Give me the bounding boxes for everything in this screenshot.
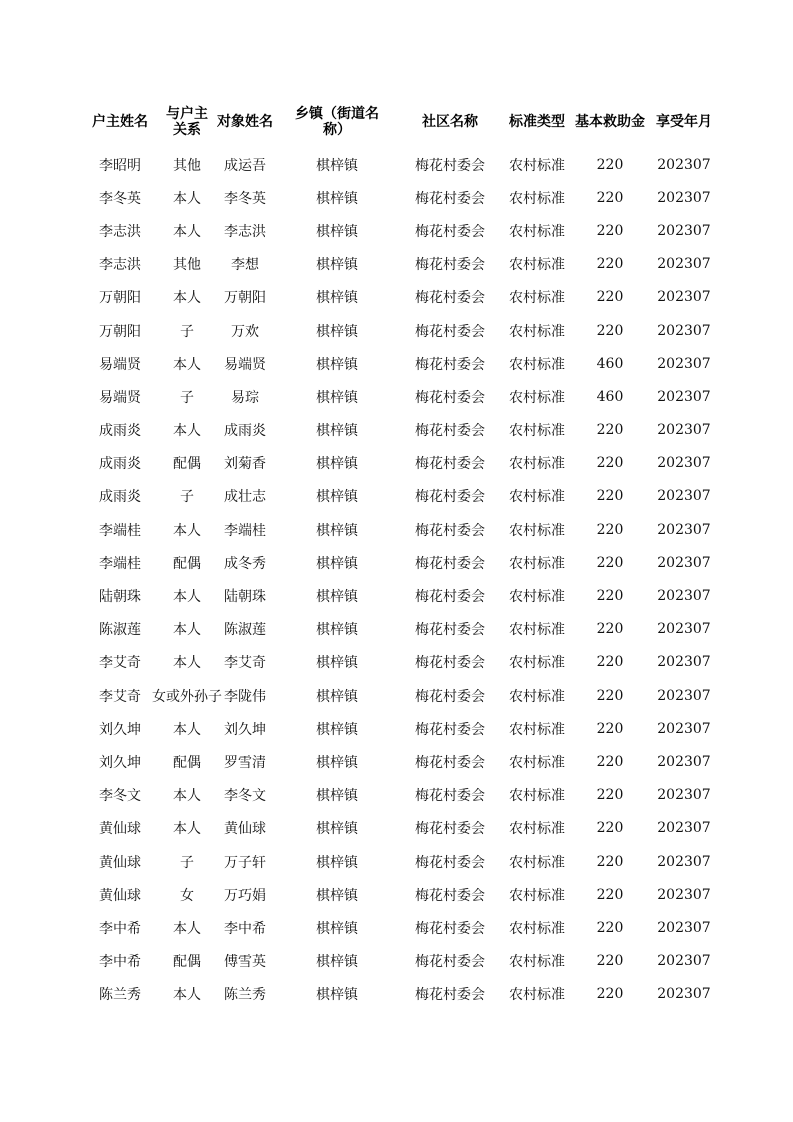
table-row: [80, 347, 720, 380]
table-row: [80, 281, 720, 314]
cell-relationship: 女或外孙子: [152, 688, 222, 705]
cell-standard-type: 农村标准: [509, 589, 565, 606]
cell-household-head: 刘久坤: [99, 721, 141, 738]
cell-recipient-name: 李冬文: [224, 788, 266, 805]
cell-relationship: 本人: [173, 290, 201, 307]
cell-relationship: 配偶: [173, 555, 201, 572]
cell-community: 梅花村委会: [415, 987, 485, 1004]
cell-standard-type: 农村标准: [509, 954, 565, 971]
table-row: [80, 181, 720, 214]
cell-basic-aid: 460: [596, 388, 624, 405]
cell-community: 梅花村委会: [415, 622, 485, 639]
cell-standard-type: 农村标准: [509, 721, 565, 738]
cell-standard-type: 农村标准: [509, 821, 565, 838]
cell-basic-aid: 220: [596, 919, 624, 936]
cell-year-month: 202307: [657, 554, 711, 571]
cell-community: 梅花村委会: [415, 456, 485, 473]
cell-recipient-name: 万巧娟: [224, 887, 266, 904]
cell-standard-type: 农村标准: [509, 456, 565, 473]
cell-relationship: 本人: [173, 223, 201, 240]
cell-community: 梅花村委会: [415, 257, 485, 274]
cell-township: 棋梓镇: [316, 622, 358, 639]
cell-basic-aid: 220: [596, 621, 624, 638]
cell-year-month: 202307: [657, 687, 711, 704]
cell-community: 梅花村委会: [415, 754, 485, 771]
cell-recipient-name: 万欢: [231, 323, 259, 340]
cell-recipient-name: 陆朝珠: [224, 589, 266, 606]
cell-standard-type: 农村标准: [509, 223, 565, 240]
table-row: [80, 248, 720, 281]
cell-basic-aid: 220: [596, 554, 624, 571]
cell-township: 棋梓镇: [316, 489, 358, 506]
cell-relationship: 本人: [173, 920, 201, 937]
cell-standard-type: 农村标准: [509, 190, 565, 207]
header-community: 社区名称: [422, 114, 478, 130]
cell-year-month: 202307: [657, 588, 711, 605]
table-row: [80, 579, 720, 612]
cell-relationship: 本人: [173, 423, 201, 440]
cell-township: 棋梓镇: [316, 887, 358, 904]
cell-recipient-name: 李中希: [224, 920, 266, 937]
cell-basic-aid: 220: [596, 289, 624, 306]
cell-township: 棋梓镇: [316, 821, 358, 838]
cell-standard-type: 农村标准: [509, 423, 565, 440]
cell-relationship: 本人: [173, 522, 201, 539]
cell-basic-aid: 220: [596, 787, 624, 804]
table-header: [80, 100, 720, 144]
cell-basic-aid: 220: [596, 753, 624, 770]
cell-relationship: 其他: [173, 157, 201, 174]
table-row: [80, 878, 720, 911]
cell-basic-aid: 220: [596, 953, 624, 970]
cell-year-month: 202307: [657, 621, 711, 638]
cell-standard-type: 农村标准: [509, 987, 565, 1004]
cell-basic-aid: 220: [596, 986, 624, 1003]
cell-relationship: 女: [180, 887, 194, 904]
cell-recipient-name: 陈淑莲: [224, 622, 266, 639]
table-row: [80, 148, 720, 181]
cell-standard-type: 农村标准: [509, 389, 565, 406]
table-row: [80, 679, 720, 712]
cell-household-head: 陈淑莲: [99, 622, 141, 639]
cell-community: 梅花村委会: [415, 389, 485, 406]
cell-relationship: 子: [180, 854, 194, 871]
cell-year-month: 202307: [657, 256, 711, 273]
table-body: [80, 148, 720, 1011]
cell-community: 梅花村委会: [415, 721, 485, 738]
table-row: [80, 214, 720, 247]
cell-household-head: 李端桂: [99, 555, 141, 572]
cell-relationship: 本人: [173, 721, 201, 738]
cell-year-month: 202307: [657, 488, 711, 505]
cell-basic-aid: 220: [596, 886, 624, 903]
cell-household-head: 李艾奇: [99, 655, 141, 672]
table-row: [80, 911, 720, 944]
cell-community: 梅花村委会: [415, 854, 485, 871]
cell-standard-type: 农村标准: [509, 555, 565, 572]
cell-standard-type: 农村标准: [509, 754, 565, 771]
cell-recipient-name: 成运吾: [224, 157, 266, 174]
cell-household-head: 万朝阳: [99, 323, 141, 340]
cell-year-month: 202307: [657, 753, 711, 770]
cell-year-month: 202307: [657, 422, 711, 439]
cell-year-month: 202307: [657, 189, 711, 206]
cell-relationship: 子: [180, 489, 194, 506]
cell-township: 棋梓镇: [316, 157, 358, 174]
cell-year-month: 202307: [657, 388, 711, 405]
cell-community: 梅花村委会: [415, 589, 485, 606]
cell-township: 棋梓镇: [316, 323, 358, 340]
cell-household-head: 成雨炎: [99, 456, 141, 473]
cell-recipient-name: 刘菊香: [224, 456, 266, 473]
header-household-head: 户主姓名: [92, 114, 148, 130]
cell-relationship: 配偶: [173, 754, 201, 771]
cell-relationship: 本人: [173, 589, 201, 606]
cell-relationship: 子: [180, 389, 194, 406]
cell-community: 梅花村委会: [415, 821, 485, 838]
cell-recipient-name: 陈兰秀: [224, 987, 266, 1004]
cell-community: 梅花村委会: [415, 688, 485, 705]
cell-community: 梅花村委会: [415, 290, 485, 307]
cell-recipient-name: 罗雪清: [224, 754, 266, 771]
cell-community: 梅花村委会: [415, 522, 485, 539]
cell-year-month: 202307: [657, 222, 711, 239]
cell-household-head: 李志洪: [99, 223, 141, 240]
table-row: [80, 845, 720, 878]
cell-standard-type: 农村标准: [509, 688, 565, 705]
cell-standard-type: 农村标准: [509, 356, 565, 373]
cell-township: 棋梓镇: [316, 655, 358, 672]
cell-year-month: 202307: [657, 322, 711, 339]
cell-standard-type: 农村标准: [509, 290, 565, 307]
cell-standard-type: 农村标准: [509, 622, 565, 639]
assistance-table: [80, 100, 720, 1011]
cell-community: 梅花村委会: [415, 788, 485, 805]
header-recipient-name: 对象姓名: [217, 114, 273, 130]
cell-household-head: 李中希: [99, 954, 141, 971]
cell-basic-aid: 220: [596, 588, 624, 605]
cell-household-head: 成雨炎: [99, 489, 141, 506]
cell-basic-aid: 220: [596, 687, 624, 704]
table-row: [80, 414, 720, 447]
cell-relationship: 本人: [173, 987, 201, 1004]
cell-community: 梅花村委会: [415, 489, 485, 506]
table-row: [80, 613, 720, 646]
cell-year-month: 202307: [657, 455, 711, 472]
cell-relationship: 本人: [173, 356, 201, 373]
cell-household-head: 易端贤: [99, 389, 141, 406]
cell-year-month: 202307: [657, 156, 711, 173]
table-row: [80, 480, 720, 513]
cell-relationship: 配偶: [173, 456, 201, 473]
cell-relationship: 子: [180, 323, 194, 340]
cell-recipient-name: 成冬秀: [224, 555, 266, 572]
cell-community: 梅花村委会: [415, 555, 485, 572]
cell-community: 梅花村委会: [415, 920, 485, 937]
cell-township: 棋梓镇: [316, 290, 358, 307]
cell-household-head: 刘久坤: [99, 754, 141, 771]
cell-standard-type: 农村标准: [509, 920, 565, 937]
cell-township: 棋梓镇: [316, 688, 358, 705]
cell-standard-type: 农村标准: [509, 887, 565, 904]
header-township: 乡镇（街道名 称）: [295, 106, 379, 138]
cell-household-head: 万朝阳: [99, 290, 141, 307]
cell-relationship: 配偶: [173, 954, 201, 971]
cell-relationship: 本人: [173, 190, 201, 207]
cell-recipient-name: 傅雪英: [224, 954, 266, 971]
cell-standard-type: 农村标准: [509, 157, 565, 174]
cell-community: 梅花村委会: [415, 655, 485, 672]
table-row: [80, 447, 720, 480]
cell-township: 棋梓镇: [316, 257, 358, 274]
cell-township: 棋梓镇: [316, 589, 358, 606]
cell-basic-aid: 220: [596, 488, 624, 505]
table-row: [80, 945, 720, 978]
cell-basic-aid: 220: [596, 422, 624, 439]
cell-standard-type: 农村标准: [509, 489, 565, 506]
cell-township: 棋梓镇: [316, 356, 358, 373]
cell-community: 梅花村委会: [415, 223, 485, 240]
cell-community: 梅花村委会: [415, 356, 485, 373]
cell-township: 棋梓镇: [316, 954, 358, 971]
cell-year-month: 202307: [657, 787, 711, 804]
cell-township: 棋梓镇: [316, 555, 358, 572]
table-row: [80, 380, 720, 413]
cell-year-month: 202307: [657, 953, 711, 970]
cell-basic-aid: 220: [596, 521, 624, 538]
cell-recipient-name: 李冬英: [224, 190, 266, 207]
cell-community: 梅花村委会: [415, 157, 485, 174]
cell-recipient-name: 成壮志: [224, 489, 266, 506]
cell-basic-aid: 220: [596, 189, 624, 206]
cell-township: 棋梓镇: [316, 854, 358, 871]
cell-household-head: 陈兰秀: [99, 987, 141, 1004]
header-relationship: 与户主 关系: [166, 106, 208, 138]
cell-township: 棋梓镇: [316, 223, 358, 240]
cell-year-month: 202307: [657, 355, 711, 372]
cell-year-month: 202307: [657, 919, 711, 936]
cell-basic-aid: 220: [596, 820, 624, 837]
cell-recipient-name: 李端桂: [224, 522, 266, 539]
cell-basic-aid: 220: [596, 156, 624, 173]
cell-community: 梅花村委会: [415, 887, 485, 904]
cell-relationship: 本人: [173, 821, 201, 838]
cell-recipient-name: 万子轩: [224, 854, 266, 871]
cell-township: 棋梓镇: [316, 456, 358, 473]
cell-community: 梅花村委会: [415, 423, 485, 440]
cell-year-month: 202307: [657, 886, 711, 903]
cell-basic-aid: 220: [596, 322, 624, 339]
table-row: [80, 314, 720, 347]
table-row: [80, 712, 720, 745]
cell-basic-aid: 220: [596, 222, 624, 239]
cell-basic-aid: 220: [596, 720, 624, 737]
cell-township: 棋梓镇: [316, 754, 358, 771]
cell-household-head: 李端桂: [99, 522, 141, 539]
cell-recipient-name: 李想: [231, 257, 259, 274]
cell-community: 梅花村委会: [415, 323, 485, 340]
cell-household-head: 黄仙球: [99, 821, 141, 838]
cell-household-head: 黄仙球: [99, 887, 141, 904]
cell-standard-type: 农村标准: [509, 788, 565, 805]
cell-household-head: 李冬英: [99, 190, 141, 207]
cell-relationship: 本人: [173, 788, 201, 805]
cell-township: 棋梓镇: [316, 987, 358, 1004]
cell-year-month: 202307: [657, 820, 711, 837]
cell-recipient-name: 刘久坤: [224, 721, 266, 738]
cell-basic-aid: 220: [596, 256, 624, 273]
cell-household-head: 成雨炎: [99, 423, 141, 440]
cell-recipient-name: 万朝阳: [224, 290, 266, 307]
cell-township: 棋梓镇: [316, 721, 358, 738]
cell-household-head: 黄仙球: [99, 854, 141, 871]
table-row: [80, 978, 720, 1011]
cell-year-month: 202307: [657, 521, 711, 538]
cell-township: 棋梓镇: [316, 522, 358, 539]
cell-basic-aid: 220: [596, 853, 624, 870]
table-row: [80, 513, 720, 546]
cell-standard-type: 农村标准: [509, 854, 565, 871]
table-row: [80, 745, 720, 778]
cell-household-head: 易端贤: [99, 356, 141, 373]
cell-basic-aid: 220: [596, 654, 624, 671]
cell-standard-type: 农村标准: [509, 323, 565, 340]
cell-recipient-name: 易端贤: [224, 356, 266, 373]
cell-township: 棋梓镇: [316, 190, 358, 207]
cell-community: 梅花村委会: [415, 190, 485, 207]
cell-relationship: 其他: [173, 257, 201, 274]
cell-recipient-name: 李艾奇: [224, 655, 266, 672]
cell-township: 棋梓镇: [316, 389, 358, 406]
cell-year-month: 202307: [657, 853, 711, 870]
cell-township: 棋梓镇: [316, 788, 358, 805]
cell-relationship: 本人: [173, 622, 201, 639]
table-row: [80, 812, 720, 845]
cell-year-month: 202307: [657, 720, 711, 737]
cell-township: 棋梓镇: [316, 920, 358, 937]
header-standard-type: 标准类型: [509, 114, 565, 130]
cell-household-head: 李冬文: [99, 788, 141, 805]
cell-household-head: 李志洪: [99, 257, 141, 274]
cell-recipient-name: 成雨炎: [224, 423, 266, 440]
cell-household-head: 陆朝珠: [99, 589, 141, 606]
cell-household-head: 李中希: [99, 920, 141, 937]
cell-community: 梅花村委会: [415, 954, 485, 971]
cell-recipient-name: 黄仙球: [224, 821, 266, 838]
cell-basic-aid: 220: [596, 455, 624, 472]
cell-township: 棋梓镇: [316, 423, 358, 440]
cell-recipient-name: 易琮: [231, 389, 259, 406]
header-year-month: 享受年月: [656, 114, 712, 130]
cell-standard-type: 农村标准: [509, 655, 565, 672]
cell-recipient-name: 李志洪: [224, 223, 266, 240]
cell-year-month: 202307: [657, 986, 711, 1003]
cell-recipient-name: 李陇伟: [224, 688, 266, 705]
cell-year-month: 202307: [657, 289, 711, 306]
cell-year-month: 202307: [657, 654, 711, 671]
table-row: [80, 779, 720, 812]
header-basic-aid: 基本救助金: [575, 114, 645, 130]
table-row: [80, 646, 720, 679]
cell-household-head: 李昭明: [99, 157, 141, 174]
table-row: [80, 546, 720, 579]
cell-basic-aid: 460: [596, 355, 624, 372]
cell-household-head: 李艾奇: [99, 688, 141, 705]
cell-standard-type: 农村标准: [509, 257, 565, 274]
cell-relationship: 本人: [173, 655, 201, 672]
cell-standard-type: 农村标准: [509, 522, 565, 539]
